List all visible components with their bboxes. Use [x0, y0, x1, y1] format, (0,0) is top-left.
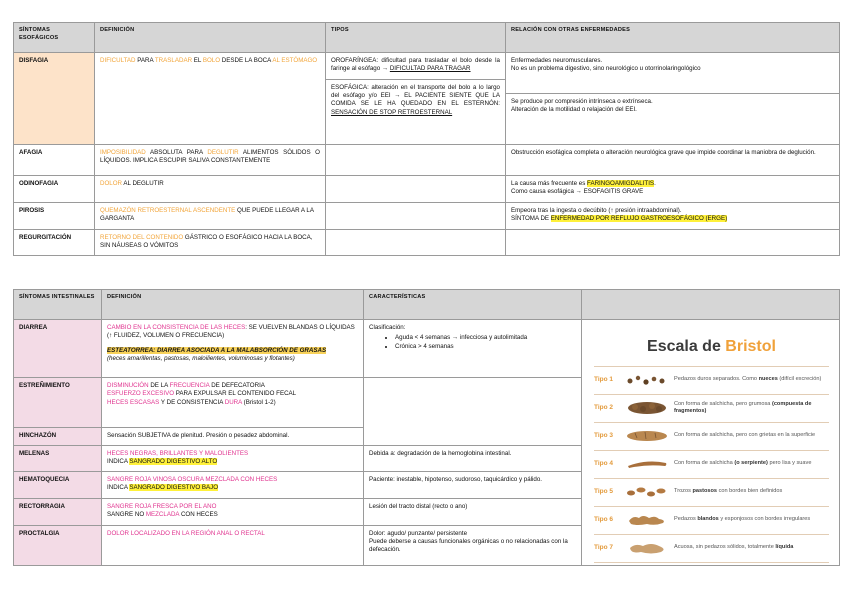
bristol-type-label: Tipo 5 — [594, 487, 614, 495]
definition-estrenimiento: DISMINUCIÓN DE LA FRECUENCIA DE DEFECATORIA ESFUERZO EXCESIVO PARA EXPULSAR EL CONTENIDO FECAL HECES ESCASAS Y DE CONSISTENCIA DURA (Bristol 1-2) — [102, 378, 364, 428]
definition-proctalgia: DOLOR LOCALIZADO EN LA REGIÓN ANAL O RECTAL — [102, 525, 364, 565]
bristol-scale-panel — [582, 320, 840, 566]
relation-afagia: Obstrucción esofágica completa o alteración neurológica grave que impide coordinar la maniobra de deglución. — [506, 145, 840, 176]
type-orofaringea: OROFARÍNGEA: dificultad para trasladar el bolo desde la faringe al esófago → DIFICULTAD PARA TRAGAR — [331, 57, 500, 73]
bristol-desc: Pedazos duros separados. Como nueces (difícil excreción) — [674, 376, 822, 383]
header-definition: DEFINICIÓN — [95, 23, 326, 53]
bristol-row — [594, 506, 829, 534]
symptom-regurgitacion: REGURGITACIÓN — [14, 230, 95, 256]
bristol-desc: Trozos pastosos con bordes bien definidos — [674, 488, 783, 495]
bristol-type-label: Tipo 4 — [594, 459, 614, 467]
bristol-desc: Con forma de salchicha (o serpiente) pero lisa y suave — [674, 460, 812, 467]
symptom-afagia: AFAGIA — [14, 145, 95, 176]
symptom-melenas: MELENAS — [14, 445, 102, 471]
definition-regurgitacion: RETORNO DEL CONTENIDO GÁSTRICO O ESOFÁGICO HACIA LA BOCA, SIN NÁUSEAS O VÓMITOS — [95, 230, 326, 256]
header-definition: DEFINICIÓN — [102, 290, 364, 320]
bristol-title: Escala de Bristol — [647, 338, 776, 355]
symptom-disfagia: DISFAGIA — [14, 53, 95, 145]
definition-diarrea: CAMBIO EN LA CONSISTENCIA DE LAS HECES: SE VUELVEN BLANDAS O LÍQUIDAS (↑ FLUIDEZ, VOLUMEN O FRECUENCIA) ESTEATORREA: DIARREA ASOCIADA A LA MALABSORCIÓN DE GRASAS (heces amarillentas, pastosas, maloilientes, voluminosas y flotantes) — [102, 320, 364, 378]
types-disfagia — [326, 53, 506, 145]
relation-text: Enfermedades neuromusculares. — [511, 57, 603, 64]
relation-odinofagia: La causa más frecuente es FARINGOAMIGDALITIS. Como causa esofágica → ESOFAGITIS GRAVE — [506, 176, 840, 203]
def-text: DIFICULTAD — [100, 57, 136, 64]
header-characteristics: CARACTERÍSTICAS — [364, 290, 582, 320]
definition-melenas: HECES NEGRAS, BRILLANTES Y MALOLIENTES INDICA SANGRADO DIGESTIVO ALTO — [102, 445, 364, 471]
def-text: EL — [192, 57, 203, 64]
def-text: PARA — [135, 57, 155, 64]
header-symptoms: SÍNTOMAS ESOFÁGICOS — [14, 23, 95, 53]
bristol-desc: Con forma de salchicha, pero con grietas en la superficie — [674, 432, 816, 439]
def-text: BOLO — [202, 57, 221, 64]
stool-type4-illustration — [624, 454, 670, 474]
bristol-row — [594, 478, 829, 506]
definition-odinofagia: DOLOR AL DEGLUTIR — [95, 176, 326, 203]
table-row — [14, 176, 840, 203]
list-item: • Crónica > 4 semanas — [395, 343, 576, 351]
symptom-proctalgia: PROCTALGIA — [14, 525, 102, 565]
symptom-hematoquecia: HEMATOQUECIA — [14, 471, 102, 498]
types-afagia — [326, 145, 506, 176]
esophageal-symptoms-table — [13, 22, 840, 256]
relation-regurgitacion — [506, 230, 840, 256]
header-symptoms: SÍNTOMAS INTESTINALES — [14, 290, 102, 320]
relation-disfagia — [506, 53, 840, 145]
list-item: • Aguda < 4 semanas → infecciosa y autolimitada — [395, 334, 576, 342]
types-regurgitacion — [326, 230, 506, 256]
table-row — [14, 145, 840, 176]
bristol-desc: Acuosa, sin pedazos sólidos, totalmente líquida — [674, 544, 794, 551]
definition-pirosis: QUEMAZÓN RETROESTERNAL ASCENDENTE QUE PUEDE LLEGAR A LA GARGANTA — [95, 203, 326, 230]
table-row — [14, 230, 840, 256]
bristol-list — [594, 366, 829, 563]
bristol-row — [594, 450, 829, 478]
intestinal-symptoms-table — [13, 289, 840, 566]
definition-disfagia — [95, 53, 326, 145]
header-empty — [582, 290, 840, 320]
header-relation: RELACIÓN CON OTRAS ENFERMEDADES — [506, 23, 840, 53]
characteristics-rectorragia: Lesión del tracto distal (recto o ano) — [364, 498, 582, 525]
bristol-row — [594, 394, 829, 422]
symptom-diarrea: DIARREA — [14, 320, 102, 378]
header-types: TIPOS — [326, 23, 506, 53]
characteristics-melenas: Debida a: degradación de la hemoglobina intestinal. — [364, 445, 582, 471]
bristol-row — [594, 422, 829, 450]
stool-type7-illustration — [624, 538, 670, 558]
bristol-type-label: Tipo 1 — [594, 375, 614, 383]
symptom-odinofagia: ODINOFAGIA — [14, 176, 95, 203]
relation-pirosis: Empeora tras la ingesta o decúbito (↑ presión intraabdominal). SÍNTOMA DE ENFERMEDAD POR REFLUJO GASTROESOFÁGICO (ERGE) — [506, 203, 840, 230]
relation-text: Alteración de la motilidad o relajación del EEI. — [511, 106, 637, 114]
characteristics-proctalgia: Dolor: agudo/ punzante/ persistente Puede deberse a causas funcionales orgánicas o no relacionadas con la defecación. — [364, 525, 582, 565]
relation-text: Se produce por compresión intrínseca o extrínseca. — [511, 97, 653, 105]
def-text: TRASLADAR — [154, 57, 193, 64]
definition-hinchazon: Sensación SUBJETIVA de plenitud. Presión o pesadez abdominal. — [102, 427, 364, 445]
bristol-desc: Con forma de salchicha, pero grumosa (compuesta de fragmentos) — [674, 400, 812, 415]
bristol-desc: Pedazos blandos y esponjosos con bordes irregulares — [674, 516, 811, 523]
relation-text: No es un problema digestivo, sino neurológico u otorrinolaringológico — [511, 65, 701, 73]
definition-rectorragia: SANGRE ROJA FRESCA POR EL ANO SANGRE NO MEZCLADA CON HECES — [102, 498, 364, 525]
types-pirosis — [326, 203, 506, 230]
symptom-pirosis: PIROSIS — [14, 203, 95, 230]
bristol-type-label: Tipo 7 — [594, 543, 614, 551]
bristol-type-label: Tipo 2 — [594, 403, 614, 411]
stool-type2-illustration — [624, 398, 670, 418]
type-esofagica: ESOFÁGICA: alteración en el transporte del bolo a lo largo del esófago y/o EEI → EL PACIENTE SIENTE QUE LA COMIDA SE LE HA QUEDADO EN EL ESTERNÓN: SENSACIÓN DE STOP RETROESTERNAL — [331, 83, 500, 116]
stool-type1-illustration — [624, 370, 670, 390]
bristol-row — [594, 366, 829, 394]
symptom-estrenimiento: ESTREÑIMIENTO — [14, 378, 102, 428]
definition-hematoquecia: SANGRE ROJA VINOSA OSCURA MEZCLADA CON HECES INDICA SANGRADO DIGESTIVO BAJO — [102, 471, 364, 498]
def-text: AL ESTÓMAGO — [272, 57, 318, 64]
definition-afagia: IMPOSIBILIDAD ABSOLUTA PARA DEGLUTIR ALIMENTOS SÓLIDOS O LÍQUIDOS. IMPLICA ESCUPIR SALIVA CONSTANTEMENTE — [95, 145, 326, 176]
symptom-hinchazon: HINCHAZÓN — [14, 427, 102, 445]
def-text: DESDE LA BOCA — [220, 57, 273, 64]
table-row — [14, 320, 840, 378]
bristol-type-label: Tipo 3 — [594, 431, 614, 439]
bristol-row — [594, 534, 829, 563]
characteristics-estrenimiento — [364, 378, 582, 446]
characteristics-diarrea: Clasificación: • Aguda < 4 semanas → infecciosa y autolimitada • Crónica > 4 semanas — [364, 320, 582, 378]
bristol-type-label: Tipo 6 — [594, 515, 614, 523]
characteristics-hematoquecia: Paciente: inestable, hipotenso, sudoroso, taquicárdico y pálido. — [364, 471, 582, 498]
stool-type5-illustration — [624, 482, 670, 502]
stool-type3-illustration — [624, 426, 670, 446]
table-row — [14, 53, 840, 145]
table-row — [14, 203, 840, 230]
symptom-rectorragia: RECTORRAGIA — [14, 498, 102, 525]
stool-type6-illustration — [624, 510, 670, 530]
types-odinofagia — [326, 176, 506, 203]
